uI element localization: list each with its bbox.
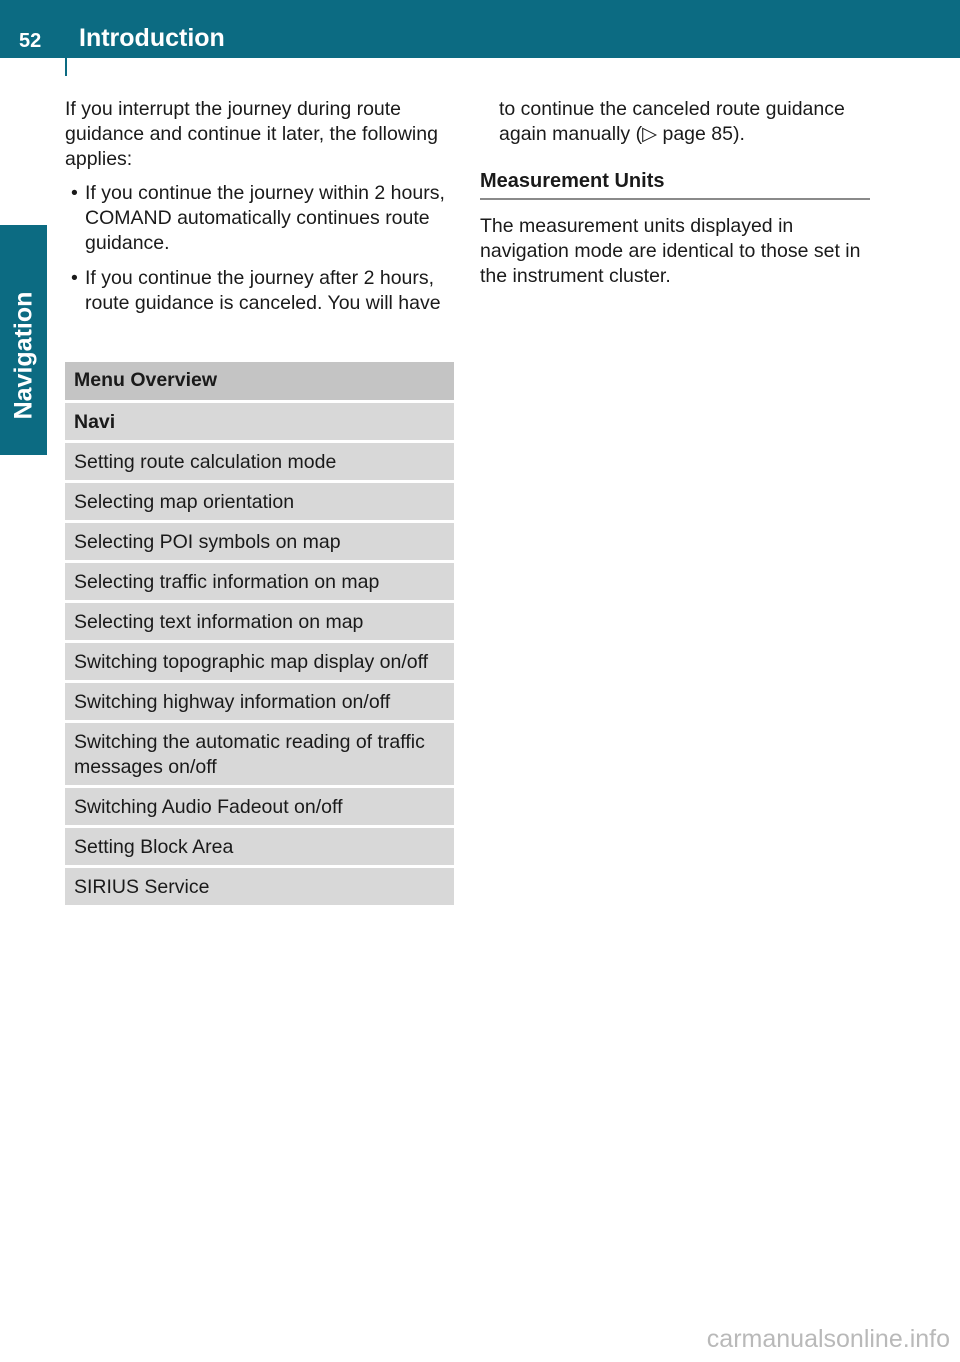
watermark: carmanualsonline.info: [706, 1325, 950, 1353]
menu-row: Setting route calculation mode: [65, 443, 454, 480]
menu-row: Switching Audio Fadeout on/off: [65, 788, 454, 825]
page-title: Introduction: [79, 24, 225, 52]
page-number: 52: [19, 30, 42, 52]
menu-row: Switching topographic map display on/off: [65, 643, 454, 680]
menu-row: Switching the automatic reading of traffic messages on/off: [65, 723, 454, 785]
continued-text: to continue the canceled route guidance again manually (▷ page 85).: [499, 98, 845, 145]
bullet-after-2-hours: • If you continue the journey after 2 hours, route guidance is canceled. You will have: [65, 266, 455, 316]
section-body: The measurement units displayed in navigation mode are identical to those set in the instrument cluster.: [480, 215, 861, 287]
menu-overview-table: [65, 362, 454, 908]
left-column: [65, 97, 455, 326]
intro-paragraph: If you interrupt the journey during route guidance and continue it later, the following applies:: [65, 98, 438, 170]
menu-row: Selecting text information on map: [65, 603, 454, 640]
header-divider: [65, 0, 67, 76]
section-heading-measurement-units: Measurement Units: [480, 169, 870, 200]
menu-table-header: Menu Overview: [65, 362, 454, 400]
menu-row: Setting Block Area: [65, 828, 454, 865]
menu-row: Selecting traffic information on map: [65, 563, 454, 600]
menu-row: Selecting POI symbols on map: [65, 523, 454, 560]
right-column: [480, 97, 870, 289]
menu-row: Switching highway information on/off: [65, 683, 454, 720]
side-tab-label: Navigation: [9, 291, 38, 419]
menu-row-navi: Navi: [65, 403, 454, 440]
bullet-within-2-hours: • If you continue the journey within 2 hours, COMAND automatically continues route guidance.: [65, 181, 455, 256]
menu-row: SIRIUS Service: [65, 868, 454, 905]
side-tab-navigation: [0, 225, 47, 455]
menu-row: Selecting map orientation: [65, 483, 454, 520]
